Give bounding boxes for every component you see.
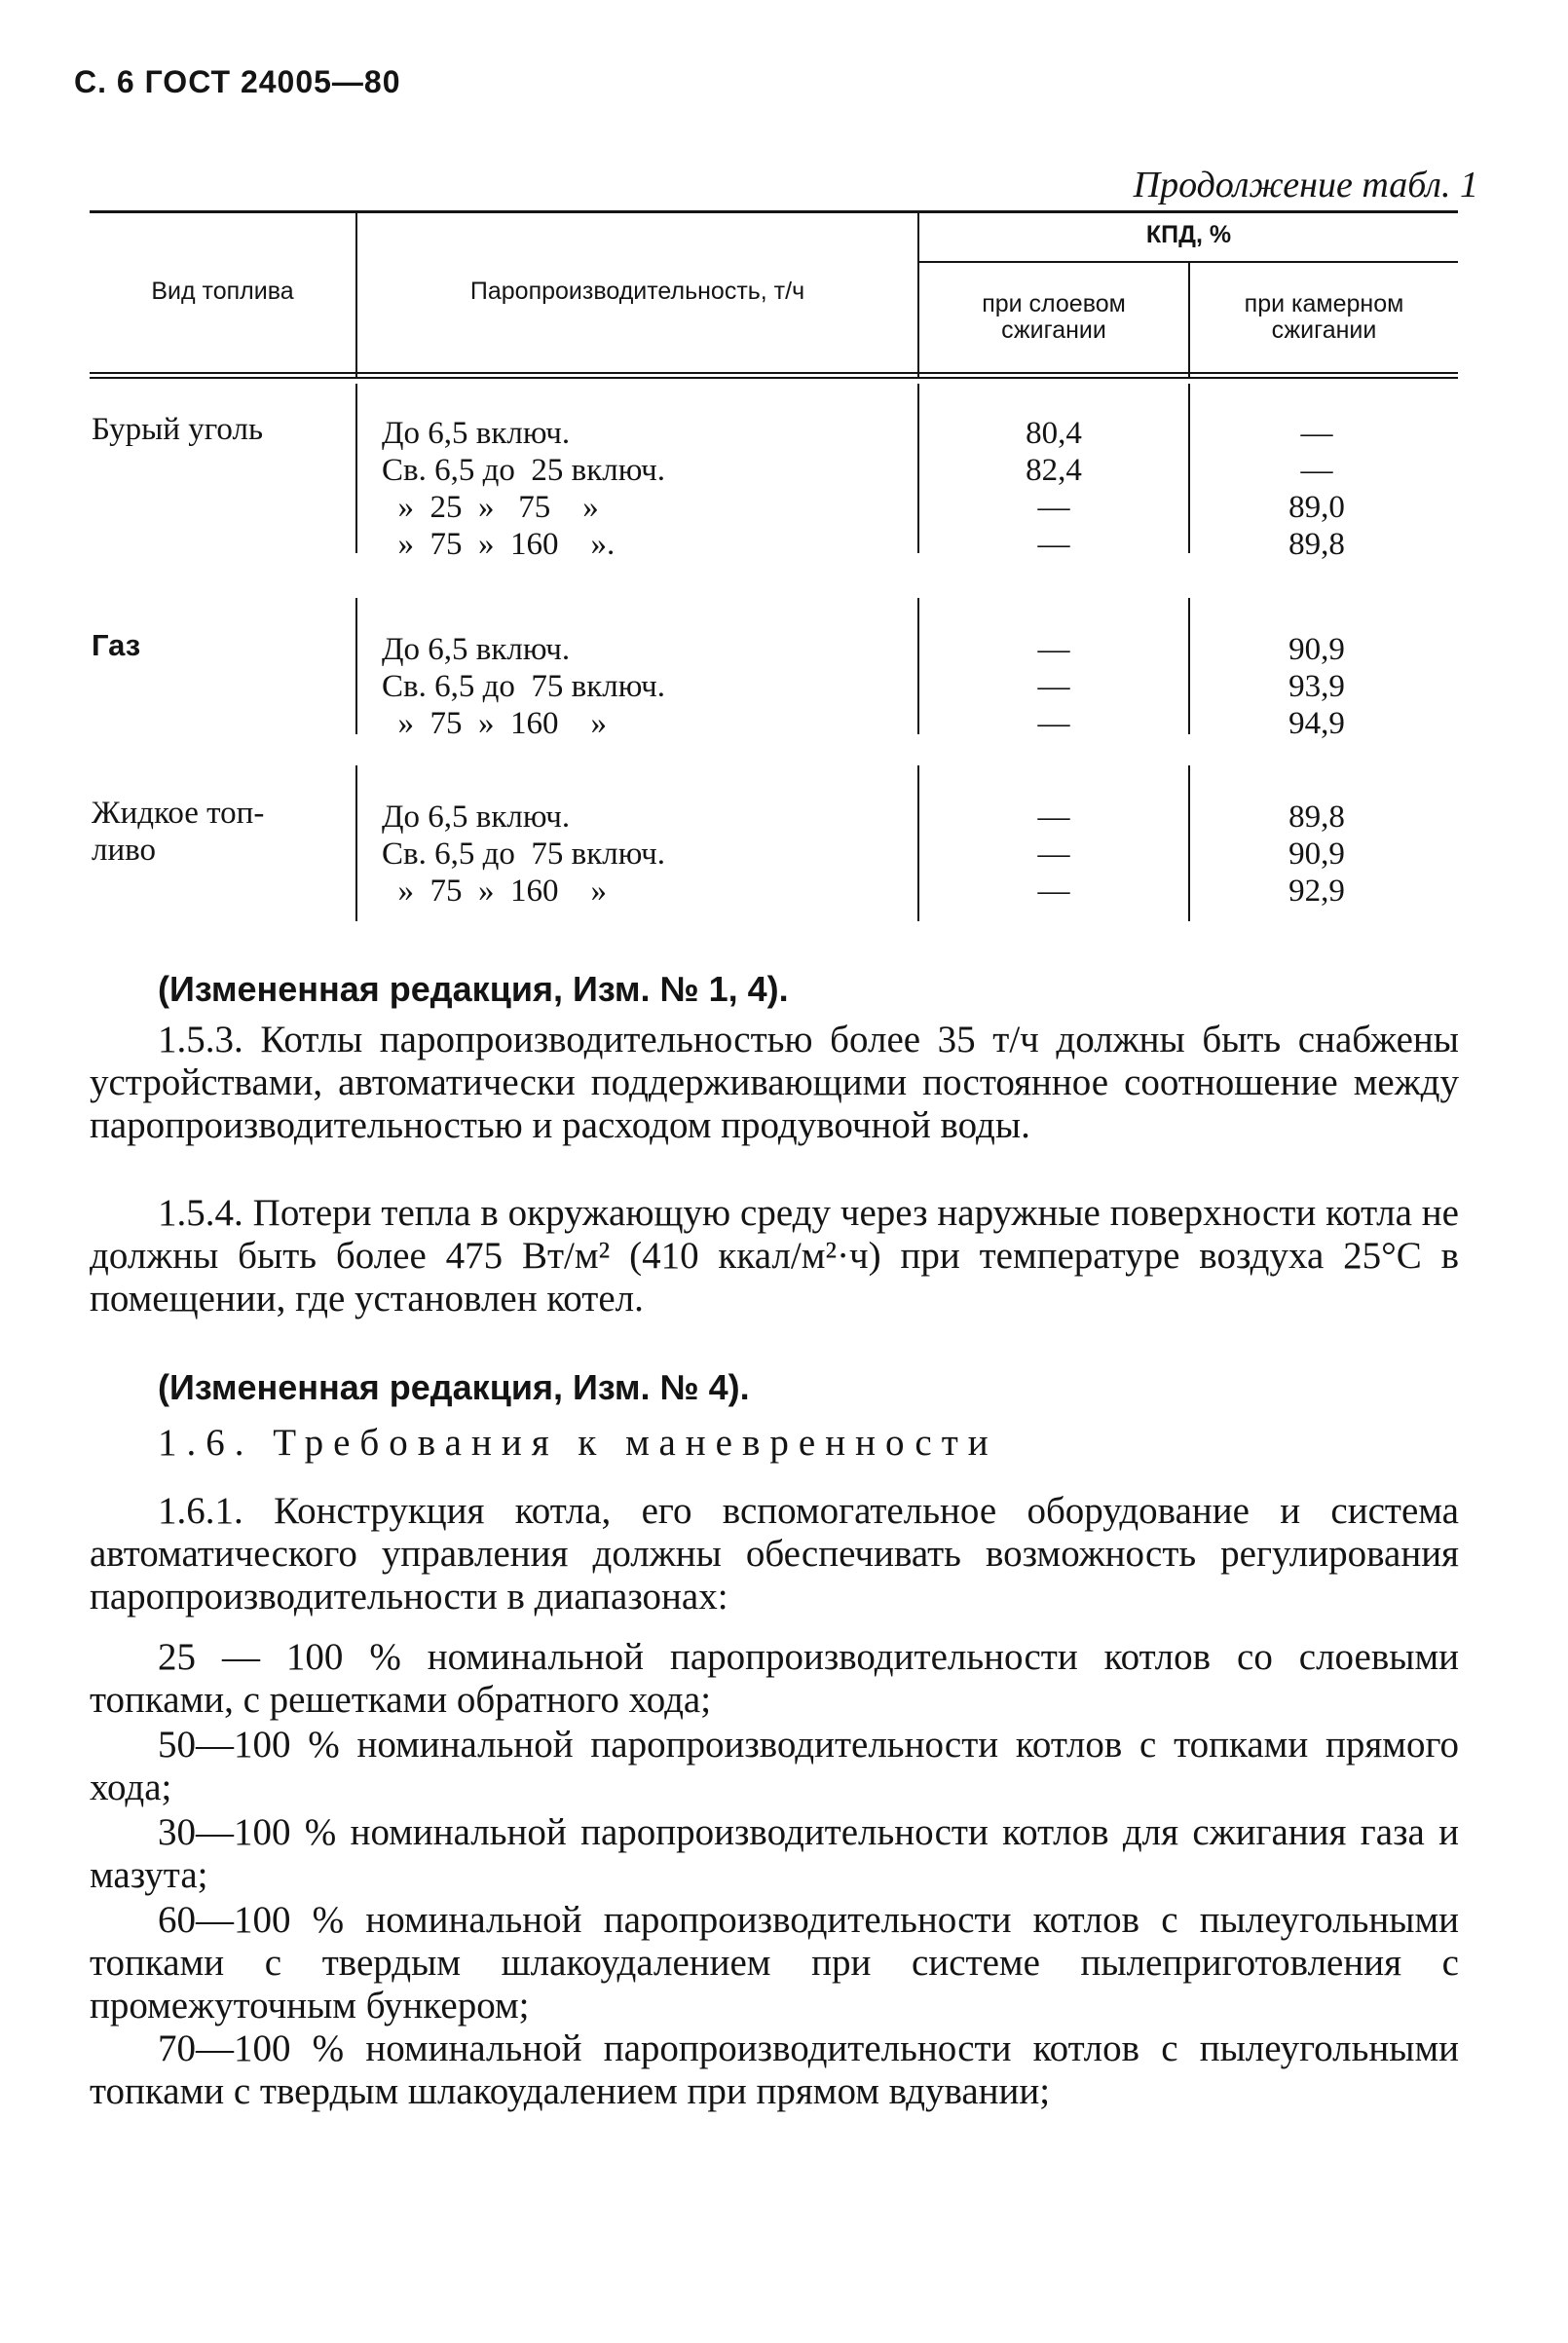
row1-vline-3 [1188,384,1190,553]
row3-vline-1 [355,765,357,921]
row1-capacity-line: До 6,5 включ. [382,416,571,451]
row2-layer-value: — [1037,669,1070,704]
paragraph-1-5-3: 1.5.3. Котлы паропроизводительностью более 35 т/ч должны быть снабжены устройствами, автоматически поддерживающими постоянное соотношение между паропроизводительностью и расходом продувочной воды. [90,1019,1459,1146]
range-item: 60—100 % номинальной паропроизводительности котлов с пылеугольными топками с твердым шлакоудалением при системе пылеприготовления с промежуточным бункером; [90,1899,1459,2027]
amendment-note-1: (Измененная редакция, Изм. № 1, 4). [158,969,789,1009]
row3-capacity-line: До 6,5 включ. [382,800,571,835]
row2-vline-3 [1188,598,1190,734]
amendment-note-2: (Измененная редакция, Изм. № 4). [158,1367,750,1407]
row2-vline-1 [355,598,357,734]
row3-layer-value: — [1037,874,1070,909]
row3-vline-3 [1188,765,1190,921]
table-continuation-label: Продолжение табл. 1 [1133,165,1478,205]
row3-chamber-value: 89,8 [1288,800,1345,835]
row2-chamber-value: 90,9 [1288,632,1345,667]
paragraph-1-5-4: 1.5.4. Потери тепла в окружающую среду через наружные поверхности котла не должны быть более 475 Вт/м² (410 ккал/м²·ч) при температуре воздуха 25°С в помещении, где установлен котел. [90,1192,1459,1320]
range-item: 25 — 100 % номинальной паропроизводительности котлов со слоевыми топками, с решетками обратного хода; [90,1636,1459,1721]
header-layer-combustion: при слоевом сжигании [982,289,1126,344]
row3-capacity-line: Св. 6,5 до 75 включ. [382,837,665,872]
row1-chamber-value: — [1300,453,1333,488]
row3-layer-value: — [1037,800,1070,835]
row2-layer-value: — [1037,706,1070,741]
row1-layer-value: 82,4 [1026,453,1082,488]
range-item: 70—100 % номинальной паропроизводительности котлов с пылеугольными топками с твердым шлакоудалением при прямом вдувании; [90,2027,1459,2112]
row1-layer-value: 80,4 [1026,416,1082,451]
row2-chamber-value: 93,9 [1288,669,1345,704]
row1-capacity-line: Св. 6,5 до 25 включ. [382,453,665,488]
row3-capacity [382,799,665,910]
row1-chamber-value: 89,8 [1288,527,1345,562]
range-item: 50—100 % номинальной паропроизводительности котлов с топками прямого хода; [90,1724,1459,1808]
row3-layer-values [919,799,1188,910]
row2-chamber-values [1219,631,1414,742]
row3-chamber-value: 90,9 [1288,837,1345,872]
paragraph-1-6-1: 1.6.1. Конструкция котла, его вспомогательное оборудование и система автоматического управления должны обеспечивать возможность регулирования паропроизводительности в диапазонах: [90,1490,1459,1618]
row-fuel-liquid: Жидкое топ- ливо [92,796,265,868]
row-fuel-brown-coal: Бурый уголь [92,412,264,447]
row1-chamber-value: — [1300,416,1333,451]
range-item: 30—100 % номинальной паропроизводительности котлов для сжигания газа и мазута; [90,1811,1459,1896]
row1-layer-value: — [1037,527,1070,562]
header-kpd: КПД, % [1145,221,1232,249]
row1-capacity-line: » 75 » 160 ». [382,527,616,562]
boiler-efficiency-table [90,210,1458,921]
row2-capacity-line: До 6,5 включ. [382,632,571,667]
row2-chamber-value: 94,9 [1288,706,1345,741]
row1-chamber-value: 89,0 [1288,490,1345,525]
section-heading-1-6: 1.6. Требования к маневренности [158,1422,998,1464]
row3-capacity-line: » 75 » 160 » [382,874,607,909]
row-fuel-gas: Газ [92,628,141,662]
row3-chamber-values [1219,799,1414,910]
row2-layer-value: — [1037,632,1070,667]
row3-chamber-value: 92,9 [1288,874,1345,909]
row2-capacity-line: Св. 6,5 до 75 включ. [382,669,665,704]
row1-chamber-values [1219,415,1414,563]
row1-capacity-line: » 25 » 75 » [382,490,599,525]
row1-layer-values [919,415,1188,563]
row1-vline-1 [355,384,357,553]
row2-capacity [382,631,665,742]
row3-layer-value: — [1037,837,1070,872]
row2-capacity-line: » 75 » 160 » [382,706,607,741]
page-header: С. 6 ГОСТ 24005—80 [74,64,401,99]
row1-capacity [382,415,665,563]
header-rule-2 [90,377,1458,379]
header-fuel: Вид топлива [151,278,294,306]
header-chamber-combustion: при камерном сжигании [1244,289,1404,344]
row2-layer-values [919,631,1188,742]
header-capacity: Паропроизводительность, т/ч [469,278,805,306]
row1-layer-value: — [1037,490,1070,525]
